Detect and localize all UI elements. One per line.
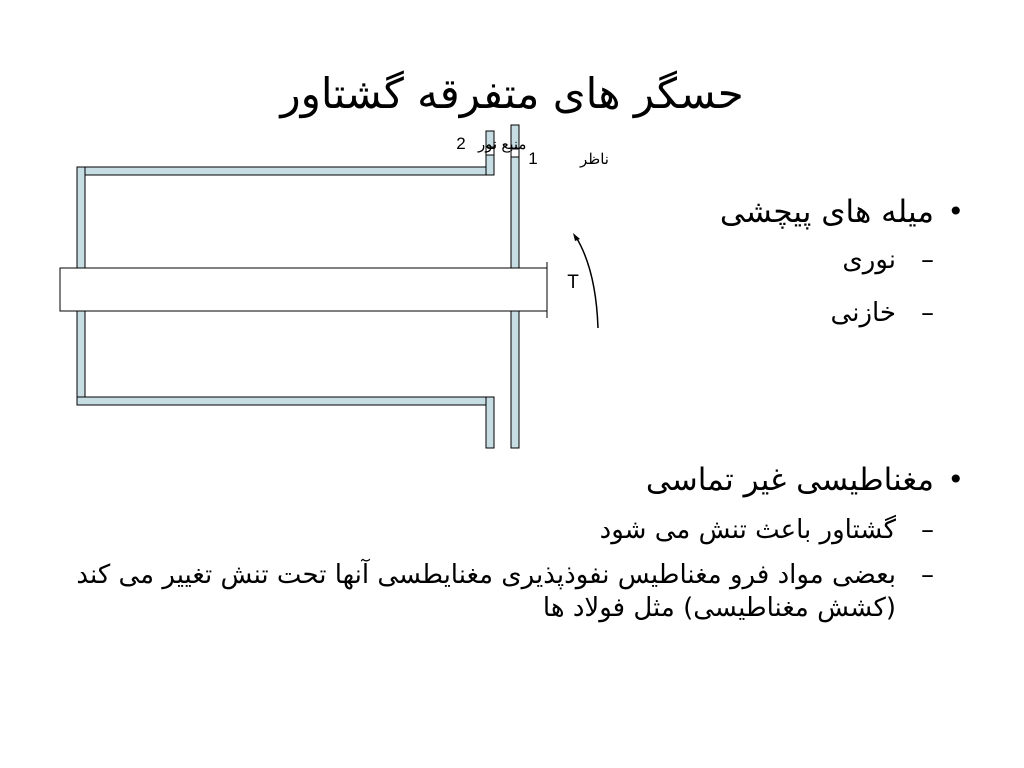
light-source-number: 2 bbox=[456, 134, 466, 153]
subitem bbox=[76, 514, 964, 547]
shaft bbox=[60, 268, 547, 311]
subitem-text: خازنی bbox=[830, 298, 896, 328]
subitem-text: نوری bbox=[842, 245, 896, 275]
bullet-item bbox=[76, 460, 964, 500]
bottom-plate bbox=[77, 397, 494, 405]
subitem bbox=[720, 244, 964, 277]
dash-icon: – bbox=[921, 245, 934, 275]
slide-title: حسگر های متفرقه گشتاور bbox=[280, 69, 744, 118]
bullet-item bbox=[720, 192, 964, 232]
bullet-dot-icon: • bbox=[947, 463, 964, 496]
dash-icon: – bbox=[921, 560, 934, 590]
torque-label: T bbox=[567, 272, 579, 293]
bottom-tab bbox=[486, 397, 494, 448]
torque-sensor-diagram bbox=[40, 118, 609, 458]
subitem bbox=[720, 297, 964, 330]
bullet-text: مغناطیسی غیر تماسی bbox=[645, 462, 934, 498]
bullet-dot-icon: • bbox=[947, 195, 964, 228]
observer-label: ناظر bbox=[580, 151, 609, 168]
subitem bbox=[76, 559, 964, 625]
bullet-text: میله های پیچشی bbox=[719, 194, 934, 230]
dash-icon: – bbox=[921, 515, 934, 545]
torque-arrow bbox=[576, 237, 598, 328]
bullet-group-2 bbox=[76, 460, 964, 625]
torque-arrowhead bbox=[573, 233, 580, 241]
bullet-group-1 bbox=[720, 192, 964, 330]
subitem-text: بعضی مواد فرو مغناطیس نفوذپذیری مغنایطسی آنها تحت تنش تغییر می کند (کشش مغناطیسی) مثل فولاد ها bbox=[76, 560, 896, 623]
top-plate bbox=[77, 167, 486, 175]
light-source-label: منبع نور bbox=[478, 136, 527, 153]
dash-icon: – bbox=[921, 298, 934, 328]
subitem-text: گشتاور باعث تنش می شود bbox=[599, 515, 896, 545]
observer-number: 1 bbox=[528, 149, 538, 168]
